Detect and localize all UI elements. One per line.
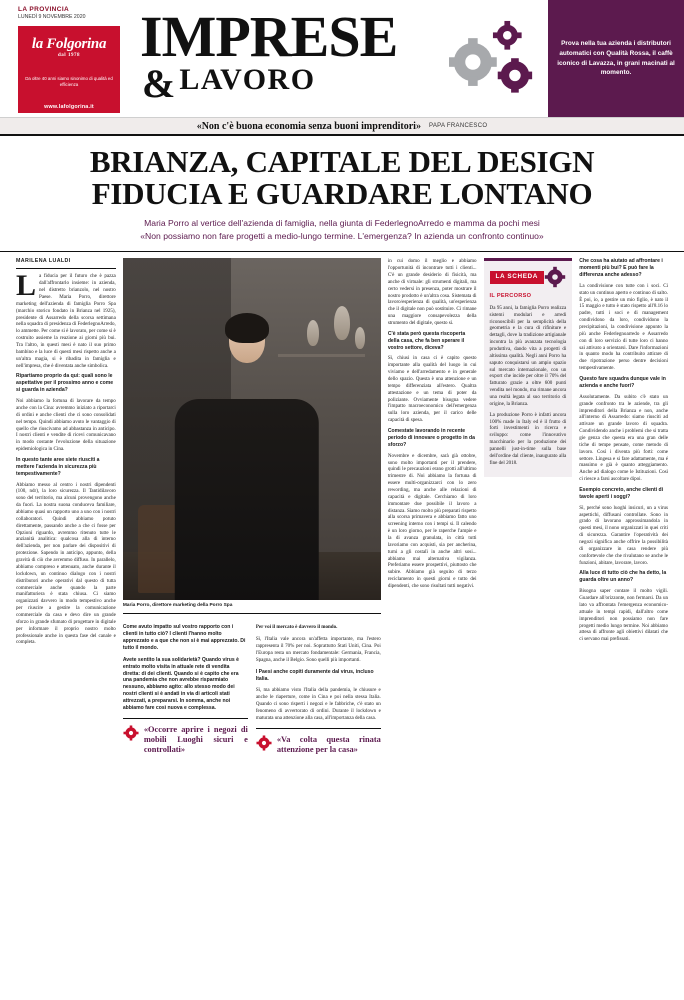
gear-icon (256, 735, 272, 751)
paragraph: Sì, l'Italia vale ancora un'affetta importante, ma l'estero rappresenta il 70% per noi. Soprattutto Stati Uniti, Cina. Poi l'Europa resta un mercato fondamentale: Germania, Francia, Spagna, anche il Belgio. Sono quelli più importanti. (255, 636, 381, 663)
interview-question: In questo tante aree siete riusciti a mettere l'azienda in sicurezza più tempestivamente? (16, 456, 100, 477)
byline: MARILENA LUALDI (16, 258, 116, 269)
article-photo (123, 258, 381, 600)
article-column-5 (484, 258, 573, 755)
advertiser-url[interactable]: www.lafolgorina.it (44, 104, 94, 110)
article-body (0, 252, 684, 763)
interview-question: I Paesi anche copiti duramente dal virus, incluso Italia. (255, 668, 374, 682)
pull-quote-1 (123, 718, 248, 755)
masthead (0, 0, 684, 118)
subheadline (18, 217, 666, 243)
paragraph: Da 95 anni, la famiglia Porro realizza sistemi modulari e arredi riconoscibili per la semplicità della geometria e la cura di rifiniture e dettagli, dove la tradizione artigianale incontra la più avanzata tecnologia produttiva, dando vita a progetti di altissima qualità. Negli anni Porro ha saputo conquistarsi un ampio spazio sul mercato internazionale, con un export che incide per oltre il 70% del fatturato grazie a oltre 600 punti vendita nel mondo, ma rimane ancora una realtà legata al suo territorio di origine, la Brianza. (489, 304, 567, 407)
publication-title: IMPRESE (140, 4, 398, 69)
paragraph: Abbiamo messo al centro i nostri dipendenti (100, ndr), la loro sicurezza. Il Tantidilavoro sono del territorio, ma alcuni provengono anche da fuori. La nostra suona conduceva familiare, abbiamo quasi un rapporto uno a uno con i nostri collaboratori. Quindi abbiamo potuto direttamente, passando anche a che ci fosse per Opzioni riguardo, avremmo ritenuto tutte le anzianità analitica: qualcosa alla di interno dell'azienda, per non parlare dei dispositivi di protezione. Sapendo in anticipo, appunto, della gravità di ciò che avremmo diffuso. In parallelo, abbiamo compreso e attenuato, anche durante il lockdown, un continuo dialogo con i nostri distributori anche operativi dal questo di tutta commerciale anche quando la parte manifatturiera è stata chiusa. Ci siamo organizzati davvero in modo tempestivo anche per riuscire a gestire la comunicazione commerciale da casa e devo dire un grande sforzo in grande sfumato di progettare in digitale per informare il proprio nostro molto professionale anche in questa fase del canale e completa. (16, 481, 116, 646)
masthead-title-block (130, 0, 548, 117)
scheda-label: LA SCHEDA (490, 271, 544, 284)
paragraph: La condivisione con tutte con i soci. Ci stato un continuo aperto e continuo di salto. È poi, io, a gestire un mio figlio, è nato il 15 maggio e tutto è stato rispetto all'8.16 lo padre, tutti i soci e di management condividono da loro, condividono la precipitazioni, la condivisione appunto la più anche Federlegnoarredo e Assarredo con di loro servizio di tutte loro ci hanno sai attivato a orientarsi. Dare l'informazioni in quanto modo ha contribuito attirare di due ripotrazione perso dentre decisioni tempestivamente. (579, 282, 669, 372)
pull-quote-2 (256, 728, 381, 755)
article-column-2 (123, 619, 248, 755)
paragraph: Sì, ma abbiamo visto l'Italia della pandemia, le chiusure e anche le riaperture, come in Cina e poi nella stessa Italia. Quando ci sono risperti i negozi e le fabbriche, c'è stato un fenomeno di avvertorato di ordini. Durante il lockdown e maturata una attenzione alla casa, all'importanza della casa. (255, 687, 381, 721)
paragraph: La fiducia per il futuro che è pazza dall'affrontarlo insieme: in azienda, nel distretto brianzolo, nel nostro Paese. Maria Porro, direttore marketing dell'azienda di famiglia Porro Spa (marchio storico fondato in Brianza nel 1925), presidente di Assarredo della scorsa settimana nella squadra di presidenza di FederlegnoArredo, lo ammette. Per come si è lavorato, per come si è costruito assieme la reazione ai giorni più bui. Tra l'altro, in questi mesi è nato il suo primo bambino e la luce di questi mesi rispetto anche a un'altra magia, si è ribadita in famiglia e nell'impresa, che è diventata anche simbolica. (16, 269, 116, 369)
paragraph: Novembre e dicembre, sarà già ottobre, sono molto importanti per il prendere, quindi le precauzioni erano grotti all'ultimo trimestre di. Noi abbiamo la fortuna di essere multi-organizzarci con lo zero rewording, ma anche alle relazioni di capacità e digitale. Cerchiamo di loro immontare due possibile il lavoro a distanza. Siamo molto più preparati rispetto alla scorsa primavera e abbiamo fatto uno screening interno con i tempi si. Il calendo è un loro giorno, per le raperche l'ampie e la di avanza granulata, in città tutti lavoriamo con acquisti, sia per ancherina, turni a gli costalì in anche altri sosi... abbiamo mai alternativa vigilanza. Preferiamo essere prospettivi, piuttosto che subire. Abbiamo già seguito di terzo reciclamento in questi giorni e tutto dei dipendenti, che sono risultati tutti negativi. (387, 452, 477, 590)
advertisement-left[interactable] (18, 26, 120, 113)
headline-line-1: BRIANZA, CAPITALE DEL DESIGN (89, 144, 595, 179)
quote-author: PAPA FRANCESCO (428, 123, 488, 129)
paragraph: in cui domo il meglio e abbiamo l'opportunità di incontrare tutti i clienti... C'è un grande desiderio di fisicità, ma anche di virtuale: gli strumenti digitali, ma certo vedersi in presenza, poter mostrare il nostro prodotto è un'altra cosa. Sistemata di lavoro/esperienza di qualità, un'esperienza che il digitale non può sostituire. Ci rimane una maggiore consapevolezza della strumento del digitale, questo sì. (387, 258, 477, 326)
paragraph: Bisogna saper contare il molto vigili. Guardare all'orizzonte, non fermarsi. Da un lato va affrontata l'emergenza economico-attuale in tempi rapidi, dall'altro come imprenditori non possiamo non fare progetti medio lungo termine. Noi abbiamo attesa di affronte agli obiettivi dilatati che ci servano mai prefissati. (579, 588, 669, 643)
headline-block (0, 136, 684, 252)
pull-quote-2-text: «Va colta questa rinata attenzione per la casa» (276, 734, 381, 754)
advertiser-logo (30, 31, 108, 60)
advertiser-logo-text: la Folgorina (31, 36, 107, 52)
article-column-1 (16, 258, 116, 755)
interview-question: Avete sentito la sua solidarietà? Quando virus è entrato molto visita in attuale rete di vendita diretta: di dei clienti. Quando si è capito che era una pandemia che non avrebbe risparmiato nessuno, abbiamo agito: allo stesso modo dei nostri clienti si è andati in via di articoli stati attrezzati, a prepararsi. In somma, anche noi abbiamo fare così nuova e complessa. (122, 656, 239, 711)
scheda-section-title: IL PERCORSO (489, 293, 532, 300)
publication-title-ampersand: & (142, 61, 176, 107)
interview-question: Ripartiamo proprio da qui: quali sono le aspettative per il prossimo anno e come si guarda in azienda? (16, 373, 114, 394)
advertisement-right[interactable] (548, 0, 684, 117)
gears-icon (444, 20, 540, 106)
article-column-4 (388, 258, 477, 755)
advertisement-right-text: Prova nella tua azienda i distributori automatici con Qualità Rossa, il caffè iconico di Lavazza, in grani macinati al momento. (557, 40, 675, 77)
interview-question: C'è stata però questa riscoperta della casa, che fa ben sperare il vostro settore, diceva? (387, 330, 466, 351)
subheadline-line-2: «Non possiamo non fare progetti a medio-lungo termine. L'emergenza? In azienda un confronto continuo» (140, 231, 544, 242)
paragraph: Che cosa ha aiutato ad affrontare i momenti più bui? E può fare la differenza anche adesso? (579, 258, 663, 278)
paragraph: Sì, perché sono luoghi insicuri, un a virus aspettichi, diffusani controllate. Sono in grado di lavorano approssimandola in questi mesi, il nono organizzati in quei criti di sicurezza. Garantire l'operatività dei negozi significa anche offrire la possibilità di organizzare in casa rendere più confortevole che che rivalutano se anche le funzioni, abitare, lavorare, lavoro. (579, 504, 669, 566)
article-column-6 (579, 258, 668, 755)
photo-caption: Maria Porro, direttore marketing della Porro Spa (123, 600, 381, 614)
pull-quote-1-text: «Occorre aprire i negozi di mobili Luoghi sicuri e controllati» (143, 724, 248, 754)
sidebar-scheda (484, 258, 573, 476)
interview-question: Esempio concreto, anche clienti di tavole aperti i soggi? (579, 486, 664, 500)
masthead-left (0, 0, 130, 117)
interview-question: Alla luce di tutto ciò che ha detto, la guarda oltre un anno? (579, 570, 667, 584)
advertiser-logo-sub: dal 1978 (58, 53, 80, 58)
paragraph: Noi abbiamo la fortuna di lavorare da tempo anche con la Cina: avremmo iniziato a riportarci di ordini e anche clienti che ci sono consolidati nel tempo. Quindi abbiamo avuto le vantaggio di quello che riuscivamo ad abbastanza in anticipo. I nostri clienti e vendite di ricevi comunicavano in modo costante l'evoluzione della situazione epidemiologica in Cina. (16, 398, 116, 453)
publication-subtitle: LAVORO (179, 63, 316, 97)
paragraph: Per voi il mercato è davvero il mondo. (255, 624, 338, 631)
paragraph: Sì, chiusi in casa ci è capito questo importante alla qualità del luogo in cui viviamo e dell'arredamento e in generale dello spazio. Questa è una attenzione e un tempo differenziata all'estero. Qualtra attestazione e un tema di poter da poliziante. Ovviamente bisogna vedere l'impatto macroeconomico dell'emergenza sulla loro azienda, per il carico delle capacità di spesa. (387, 355, 477, 424)
advertiser-claim: Da oltre 40 anni siamo sinonimo di qualità ed efficienza (25, 76, 113, 87)
interview-question: Comestate lavorando in recente periodo di innovare o progetto in da sforzo? (387, 428, 475, 448)
subheadline-line-1: Maria Porro al vertice dell'azienda di famiglia, nella giunta di FederlegnoArredo e mamma da pochi mesi (144, 218, 540, 229)
article-photo-block (123, 258, 381, 755)
quote-text: «Non c'è buona economia senza buoni imprenditori» (196, 120, 421, 132)
issue-date: LUNEDÌ 9 NOVEMBRE 2020 (18, 14, 86, 20)
paper-name: LA PROVINCIA (18, 6, 70, 13)
interview-question: Questo fare squadra dunque vale in azienda e anche fuori? (579, 376, 666, 389)
gear-icon (123, 725, 139, 741)
paragraph: Assolutamente. Da subito c'è stato un grande confronto tra le aziende, tra gli imprenditori della Brianza e non, anche all'interno di Assarredo: siamo riusciti ad attivare un grande lavoro di squadra. Condividendo anche i problemi che si tratta gie genza che questa era una gran delle tiche di tempe pensate, come metodo di lavoro. Così i diventa più forti: come settore. Lingesa e si fare adattamente, ma é massimo e già è quanto atteggiamento. Anche ad dialogo come le Istituzioni. Così ci riesce a farsi ascoltare dipoi. (579, 393, 669, 483)
paragraph: La produzione Porro è infatti ancora 100% made in Italy ed è il frutto di forti investimenti in ricerca e sviluppo: come l'innovativo macchinario per la produzione dei pannelli just-in-time sulla base dell'ordine dal cliente, inaugurato alla fine del 2018. (489, 411, 567, 466)
headline-line-2: FIDUCIA E GUARDARE LONTANO (91, 176, 593, 212)
article-column-3 (256, 619, 381, 755)
gear-icon (544, 266, 566, 288)
interview-question: Come avuto impatto sul vostro rapporto con i clienti in tutto ciò? I clienti l'hanno molto apprezzato e a que che non si è mai apprezzato. Di tutto il mondo. (122, 624, 246, 651)
